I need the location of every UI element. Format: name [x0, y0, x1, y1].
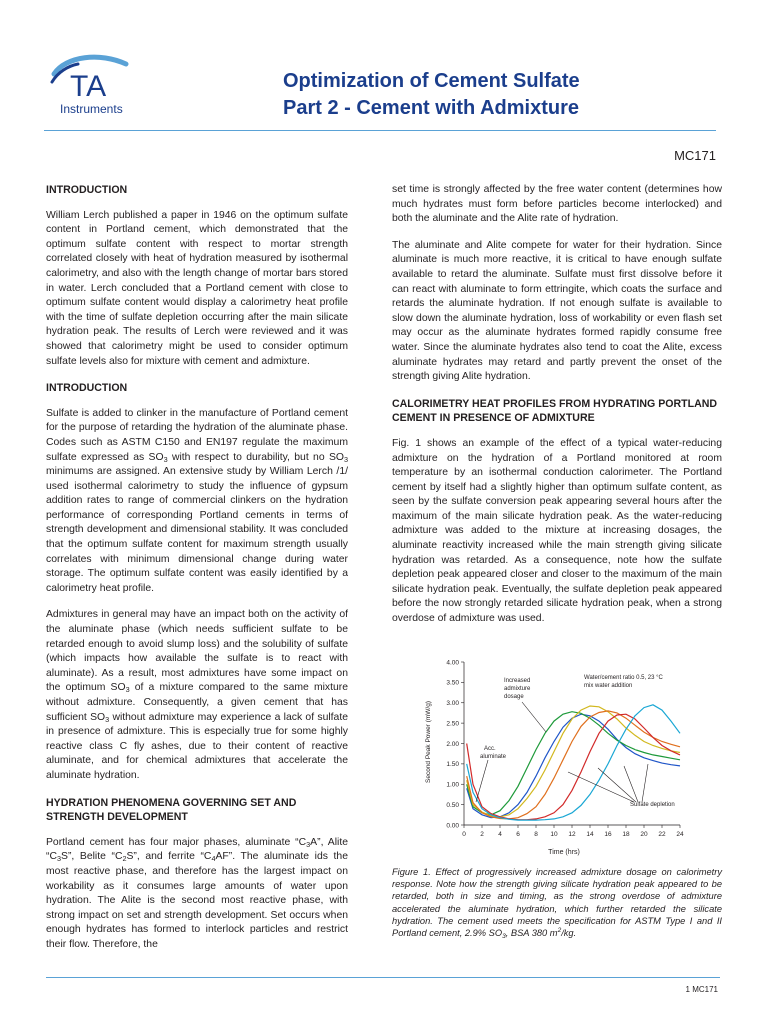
- annotation-acc: Acc.: [484, 746, 496, 752]
- y-tick-label: 0.00: [446, 822, 459, 830]
- annotation-dosage: dosage: [504, 694, 524, 700]
- x-tick-label: 14: [586, 831, 594, 838]
- y-tick-label: 1.50: [446, 761, 459, 769]
- annotation-ratio: mix water addition: [584, 683, 633, 689]
- y-tick-label: 2.00: [446, 740, 459, 748]
- paragraph: The aluminate and Alite compete for water for their hydration. Since aluminate is much more reactive, it is critical to have enough sulfate available to retard the aluminate. Sulfate must first dissolve before it can react with aluminate to form ettringite, which coats the surface and retards the aluminate hydration. If not enough sulfate is available to slow down the aluminate hydration, loss of workability or even flash set may occur as the aluminate hydrates formed rapidly consume free water. Since the aluminate hydrates also tend to coat the Alite, excess aluminate hydrates may retard and partly prevent the onset of the strength giving Alite hydration.: [392, 239, 722, 383]
- title-line-2: Part 2 - Cement with Admixture: [283, 97, 579, 119]
- x-tick-label: 6: [516, 831, 520, 838]
- section-heading: CALORIMETRY HEAT PROFILES FROM HYDRATING PORTLAND CEMENT IN PRESENCE OF ADMIXTURE: [392, 397, 718, 425]
- annotation-arrow: [598, 768, 636, 802]
- page-footer: 1 MC171: [685, 985, 718, 994]
- y-tick-label: 3.00: [446, 700, 459, 708]
- annotation-ratio: Water/cement ratio 0.5, 23 °C: [584, 675, 663, 681]
- document-id: MC171: [674, 148, 716, 163]
- column-right: [392, 183, 722, 639]
- x-tick-label: 0: [462, 831, 466, 838]
- x-tick-label: 2: [480, 831, 484, 838]
- y-tick-label: 2.50: [446, 720, 459, 728]
- x-axis-label: Time (hrs): [548, 849, 580, 856]
- series-line-green: [467, 712, 680, 815]
- column-left: [46, 183, 348, 965]
- section-heading: INTRODUCTION: [46, 184, 128, 196]
- x-tick-label: 8: [534, 831, 538, 838]
- y-tick-label: 1.00: [446, 781, 459, 789]
- paragraph: Fig. 1 shows an example of the effect of a typical water-reducing admixture on the hydration of a Portland monitored at room temperature by an isothermal conduction calorimeter. The Portland cement by itself had a slightly higher than optimum sulfate content, as seen by the sulfate conversion peak appearing several hours after the maximum of the main silicate hydration peak. As the water-reducing admixture was added to the mixture at increasing dosages, the aluminate reactivity increased while the main strength giving silicate hydration was retarded. As a consequence, note how the sulfate depletion peak appeared closer and closer to the maximum of the main silicate hydration peak. Eventually, the sulfate depletion peak appeared before the now strongly retarded silicate hydration peak, when a strong overdose of admixture was used.: [392, 437, 722, 625]
- section-heading: INTRODUCTION: [46, 382, 128, 395]
- paragraph: Portland cement has four major phases, aluminate “$C_3A$”, Alite “$C_3S$”, Belite “$C_2S$”, and ferrite “$C_4AF$”. The aluminate ids the most reactive phase, and therefore has the largest impact on workability as it consumes large amounts of water upon hydration. The Alite is the second most reactive phase, with strong impact on set and strength development. Set occurs when enough hydrates has formed to interlock particles and restrict their flow. Therefore, the: [46, 836, 348, 950]
- x-tick-label: 12: [568, 831, 576, 838]
- header-divider: [44, 130, 716, 131]
- y-tick-label: 0.50: [446, 801, 459, 809]
- ta-instruments-logo: [44, 52, 144, 116]
- annotation-acc: aluminate: [480, 754, 507, 760]
- paragraph: set time is strongly affected by the free water content (determines how much hydrates must form before particles become interlocked) and both the aluminate and the Alite rate of hydration.: [392, 184, 722, 225]
- calorimetry-chart: [418, 652, 722, 860]
- footer-divider: [46, 977, 720, 978]
- page-title: [283, 68, 723, 122]
- annotation-arrow: [642, 764, 648, 802]
- x-tick-label: 22: [658, 831, 666, 838]
- title-line-1: Optimization of Cement Sulfate: [283, 70, 580, 92]
- y-tick-label: 3.50: [446, 679, 459, 687]
- paragraph: Sulfate is added to clinker in the manufacture of Portland cement for the purpose of retarding the hydration of the aluminate phase. Codes such as ASTM C150 and EN197 regulate the maximum sulfate expressed as $SO_3$ with respect to durability, but no $SO_3$ minimums are assigned. An extensive study by William Lerch /1/ used isothermal calorimetry to study the influence of gypsum addition rates to range of commercial clinkers on the hydration performance of corresponding Portland cements in terms of strength development and dimensional stability. It was concluded that the optimum sulfate content for maximum strength usually correlates with minimum dimensional change during water storage. The optimum sulfate content was easily identified by a calorimetry heat profile.: [46, 407, 349, 594]
- annotation-dosage: admixture: [504, 686, 531, 692]
- paragraph: William Lerch published a paper in 1946 on the optimum sulfate content in Portland cement, which demonstrated that the optimum sulfate content with respect to mortar strength correlated closely with heat of hydration measured by isothermal calorimetry, and also with the length change of mortar bars stored in water. Lerch concluded that a Portland cement with close to optimum sulfate content would display a calorimetry heat profile with the time of sulfate depletion occurring after the main silicate hydration peak. The results of Lerch were reviewed and it was showed that calorimetry might be used to consider optimum sulfate levels also for mixture with cement and admixture.: [46, 209, 348, 367]
- logo-swoosh-icon: [44, 52, 144, 116]
- x-tick-label: 4: [498, 831, 502, 838]
- series-line-yellow: [467, 706, 680, 817]
- section-heading: HYDRATION PHENOMENA GOVERNING SET AND STRENGTH DEVELOPMENT: [46, 796, 297, 824]
- y-tick-label: 4.00: [446, 659, 459, 667]
- x-tick-label: 24: [676, 831, 684, 838]
- logo-subtext: Instruments: [60, 102, 123, 116]
- figure-caption: Figure 1. Effect of progressively increased admixture dosage on calorimetry response. Note how the strength giving silicate hydration peak appeared to be retarded, both in size and timing, as the strong overdose of admixture accelerated the aluminate hydration, which further retarded the silicate hydration. The cement used meets the specification for ASTM Type I and II Portland cement, 2.9% $SO_3$, BSA 380 $m^2/kg$.: [392, 867, 722, 941]
- annotation-dosage: Increased: [504, 678, 531, 684]
- y-axis-label: Second Peak Power (mW/g): [425, 700, 432, 784]
- x-tick-label: 10: [550, 831, 558, 838]
- annotation-arrow: [522, 702, 546, 732]
- paragraph: Admixtures in general may have an impact both on the activity of the aluminate phase (which needs sufficient sulfate to be retarded enough to avoid slump loss) and the solubility of sulfate (which impacts how available the sulfate is to react with aluminate). As a result, most admixtures have some impact on the optimum $SO_3$ of a mixture compared to the same mixture without admixture. Consequently, a given cement that has sufficient $SO_3$ without admixture may experience a lack of sulfate in presence of admixture. This is especially true for some highly reactive class C fly ashes, due to their content of reactive aluminate, and for chemical admixtures that accelerate the aluminate hydration.: [46, 609, 349, 781]
- x-tick-label: 18: [622, 831, 630, 838]
- annotation-sulfate: Sulfate depletion: [630, 802, 675, 808]
- annotation-arrow: [624, 766, 638, 802]
- x-tick-label: 16: [604, 831, 612, 838]
- logo-text: TA: [70, 70, 107, 103]
- annotation-arrow: [476, 760, 488, 802]
- x-tick-label: 20: [640, 831, 648, 838]
